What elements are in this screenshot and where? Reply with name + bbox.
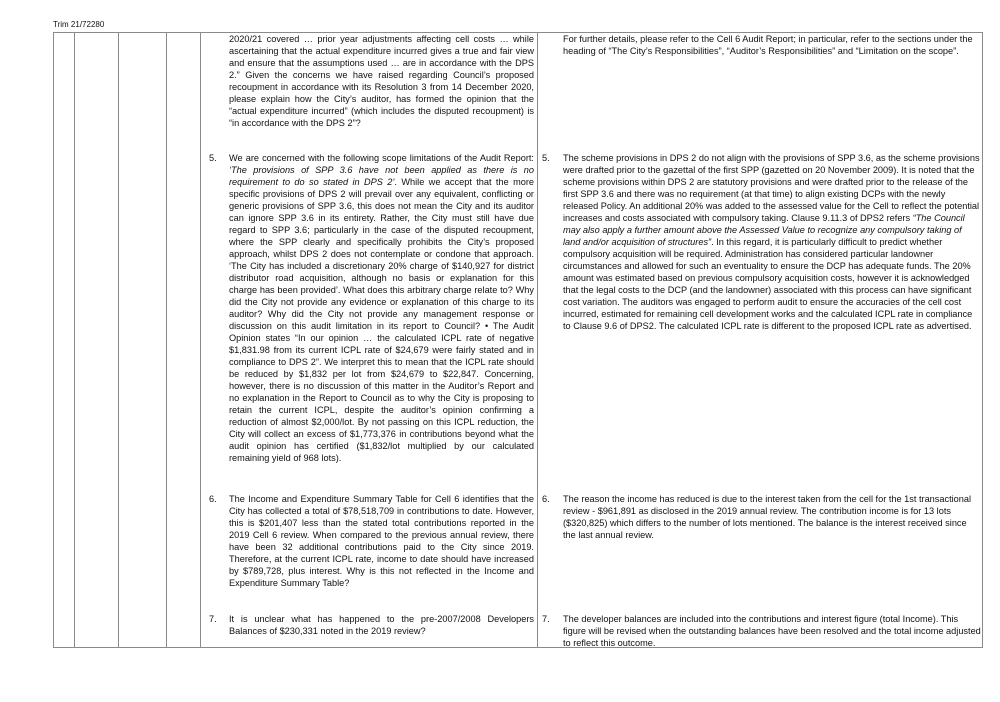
question-text: We are concerned with the following scope limitations of the Audit Report: ‘The provisions of SPP 3.6 have not been applied as there is no requirement to do so stated in DPS 2’. While we accept that the more specific provisions of DPS 2 will prevail over any equivalent, conflicting or generic provisions of SPP 3.6, this does not mean the City and its auditor can ignore SPP 3.6 in its entirety. Rather, the City must still have due regard to SPP 3.6; particularly in the case of the disputed recoupment, where the SPP clearly and specifically prohibits the City’s proposed approach, whilst DPS 2 does not contemplate or condone that approach. ‘The City has included a discretionary 20% charge of $140,927 for district distributor road acquisition, although no basis or explanation for this charge has been provided’. What does this arbitrary charge relate to? Why did the City not provide any evidence or explanation of this charge to its auditor? Why did the City not provide any management response or discussion on this audit limitation in its report to Council? • The Audit Opinion states “In our opinion … the calculated ICPL rate of negative $1,831.98 from its current ICPL rate of $24,679 were fairly stated and in compliance to DPS 2”. We interpret this to mean that the ICPL rate should be reduced by $1,832 per lot from $24,679 to $22,847. Concerning, however, there is no discussion of this matter in the Auditor’s Report and no explanation in the Report to Council as to why the City is proposing to retain the current ICPL, despite the auditor’s opinion confirming a reduction of almost $2,000/lot. By not passing on this ICPL reduction, the City will collect an excess of $1,773,376 in contributions beyond what the audit opinion has certified ($1,832/lot multiplied by our calculated remaining yield of 968 lots). bbox=[229, 153, 535, 463]
response-table bbox=[53, 32, 983, 648]
response-number: 6. bbox=[542, 494, 550, 504]
column-divider bbox=[166, 33, 167, 647]
column-divider bbox=[200, 33, 201, 647]
column-divider bbox=[537, 33, 538, 647]
response-number: 7. bbox=[542, 614, 550, 624]
question-text: It is unclear what has happened to the pre-2007/2008 Developers Balances of $230,331 noted in the 2019 review? bbox=[229, 614, 534, 636]
question-number: 6. bbox=[209, 494, 217, 504]
column-divider bbox=[118, 33, 119, 647]
response-text: For further details, please refer to the Cell 6 Audit Report; in particular, refer to the sections under the heading of “The City’s Responsibilities”, “Auditor’s Responsibilities” and “Limitation on the scope”. bbox=[563, 34, 973, 56]
response-number: 5. bbox=[542, 153, 550, 163]
column-divider bbox=[74, 33, 75, 647]
trim-reference: Trim 21/72280 bbox=[53, 20, 105, 29]
question-number: 7. bbox=[209, 614, 217, 624]
question-text: The Income and Expenditure Summary Table for Cell 6 identifies that the City has collected a total of $78,518,709 in contributions to date. However, this is $201,407 less than the stated total contributions reported in the 2019 Cell 6 review. When compared to the previous annual review, there have been 32 additional contributions paid to the City since 2019. Therefore, at the current ICPL rate, income to date should have increased by $789,728, plus interest. Why is this not reflected in the Income and Expenditure Summary Table? bbox=[229, 494, 534, 588]
response-text: The scheme provisions in DPS 2 do not align with the provisions of SPP 3.6, as the scheme provisions were drafted prior to the gazettal of the first SPP (gazetted on 20 November 2009). It is noted that the scheme provisions within DPS 2 are statutory provisions and were drafted prior to the release of the first SPP 3.6 and there was no requirement (at that time) to align existing DCPs with the newly released Policy. An additional 20% was added to the assessed value for the Cell to reflect the potential increases and costs associated with compulsory taking. Clause 9.11.3 of DPS2 refers “The Council may also apply a further amount above the Assessed Value to recognize any compulsory taking of land and/or acquisition of structures”. In this regard, it is particularly difficult to predict whether compulsory acquisition will be required. Administration has considered particular landowner circumstances and allowed for such an eventuality to ensure the DCP has adequate funds. The 20% amount was estimated based on previous compulsory acquisition costs, however it is acknowledged that the legal costs to the DCP (and the landowner) associated with this process can have significant cost variation. The auditors was engaged to perform audit to ensure the accuracies of the cell cost incurred, estimated for remaining cell development works and the calculated ICPL rate in compliance to Clause 9.6 of DPS2. The calculated ICPL rate is different to the proposed ICPL rate as advertised. bbox=[563, 153, 980, 331]
response-text: The developer balances are included into the contributions and interest figure (total Income). This figure will be revised when the outstanding balances have been resolved and the total income adjusted to reflect this outcome. bbox=[563, 614, 981, 648]
question-number: 5. bbox=[209, 153, 217, 163]
response-text: The reason the income has reduced is due to the interest taken from the cell for the 1st transactional review - $961,891 as disclosed in the 2019 annual review. The contribution income is for 13 lots ($320,825) which differs to the number of lots mentioned. The balance is the interest received since the last annual review. bbox=[563, 494, 972, 540]
question-text: 2020/21 covered … prior year adjustments affecting cell costs … while ascertaining that the actual expenditure incurred gives a true and fair view and ensure that the assumptions used … are in accordance with the DPS 2.” Given the concerns we have raised regarding Council’s proposed recoupment in accordance with its Resolution 3 from 14 December 2020, please explain how the City’s auditor, has formed the opinion that the “actual expenditure incurred” (which includes the disputed recoupment) is “in accordance with the DPS 2”? bbox=[229, 34, 534, 128]
